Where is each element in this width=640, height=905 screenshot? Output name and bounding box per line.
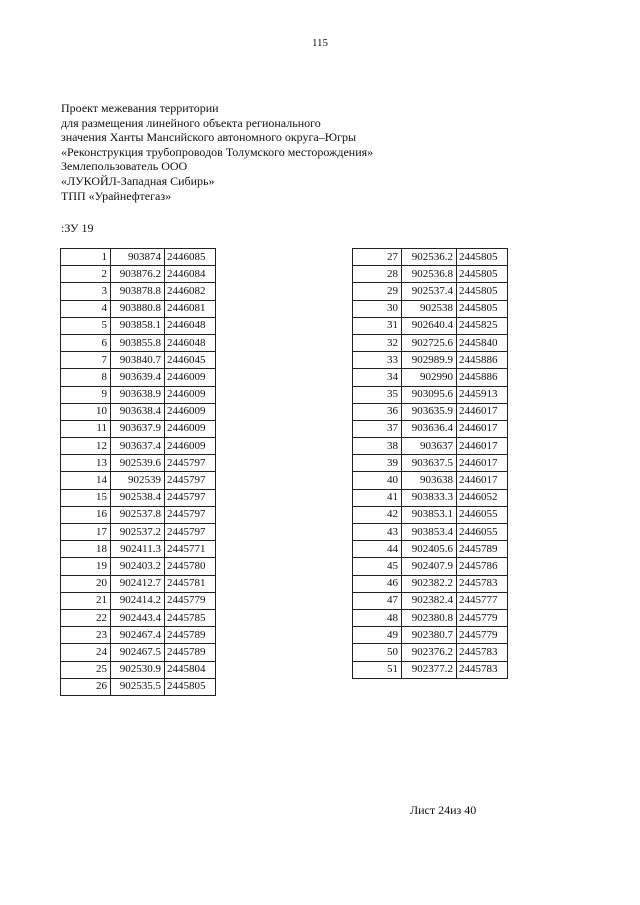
coordinate-y: 2446017 — [457, 438, 508, 455]
coordinate-x: 903635.9 — [402, 403, 457, 420]
coordinate-y: 2446017 — [457, 403, 508, 420]
coordinate-y: 2445797 — [165, 455, 216, 472]
coordinate-row — [61, 266, 216, 283]
coordinate-row — [61, 575, 216, 592]
coordinate-x: 903853.4 — [402, 524, 457, 541]
coordinate-y: 2445797 — [165, 524, 216, 541]
coordinate-row — [353, 506, 508, 523]
coordinate-x: 902443.4 — [111, 609, 165, 626]
point-number: 7 — [61, 352, 111, 369]
coordinate-x: 902536.8 — [402, 266, 457, 283]
point-number: 29 — [353, 283, 402, 300]
coordinate-y: 2445789 — [165, 644, 216, 661]
coordinate-row — [61, 644, 216, 661]
coordinate-y: 2445779 — [457, 627, 508, 644]
point-number: 50 — [353, 644, 402, 661]
coordinate-x: 903638.9 — [111, 386, 165, 403]
parcel-label: :ЗУ 19 — [61, 221, 94, 235]
coordinate-row — [61, 627, 216, 644]
coordinate-row — [353, 489, 508, 506]
coordinate-y: 2446009 — [165, 438, 216, 455]
point-number: 42 — [353, 506, 402, 523]
header-line-region: значения Ханты Мансийского автономного округа–Югры — [61, 130, 357, 145]
coordinate-x: 902535.5 — [111, 678, 165, 695]
point-number: 5 — [61, 317, 111, 334]
point-number: 24 — [61, 644, 111, 661]
point-number: 38 — [353, 438, 402, 455]
coordinate-x: 902382.4 — [402, 592, 457, 609]
point-number: 16 — [61, 506, 111, 523]
coordinate-x: 902538.4 — [111, 489, 165, 506]
point-number: 14 — [61, 472, 111, 489]
point-number: 51 — [353, 661, 402, 678]
coordinate-x: 902539 — [111, 472, 165, 489]
coordinate-x: 902412.7 — [111, 575, 165, 592]
coordinate-x: 902990 — [402, 369, 457, 386]
coordinate-x: 902725.6 — [402, 334, 457, 351]
header-line-land-user-label: Землепользователь ООО — [61, 159, 188, 174]
coordinate-row — [61, 541, 216, 558]
coordinate-y: 2445804 — [165, 661, 216, 678]
coordinate-row — [353, 627, 508, 644]
coordinate-row — [353, 420, 508, 437]
coordinate-x: 902382.2 — [402, 575, 457, 592]
coordinate-y: 2445805 — [457, 266, 508, 283]
coordinate-row — [353, 524, 508, 541]
coordinate-y: 2445805 — [457, 283, 508, 300]
point-number: 1 — [61, 249, 111, 266]
coordinate-y: 2446009 — [165, 386, 216, 403]
point-number: 28 — [353, 266, 402, 283]
point-number: 9 — [61, 386, 111, 403]
point-number: 35 — [353, 386, 402, 403]
coordinate-x: 902537.2 — [111, 524, 165, 541]
coordinate-y: 2445797 — [165, 506, 216, 523]
coordinate-y: 2445783 — [457, 644, 508, 661]
header-line-division: ТПП «Урайнефтегаз» — [61, 188, 172, 203]
coordinate-y: 2445779 — [457, 609, 508, 626]
coordinates-table-right — [352, 248, 508, 679]
coordinate-row — [353, 403, 508, 420]
coordinate-row — [61, 352, 216, 369]
coordinate-y: 2445886 — [457, 369, 508, 386]
coordinate-y: 2446017 — [457, 455, 508, 472]
coordinate-x: 902539.6 — [111, 455, 165, 472]
coordinate-x: 902380.8 — [402, 609, 457, 626]
coordinate-row — [353, 558, 508, 575]
coordinate-row — [353, 283, 508, 300]
coordinate-y: 2445780 — [165, 558, 216, 575]
coordinate-row — [61, 472, 216, 489]
coordinate-x: 902530.9 — [111, 661, 165, 678]
coordinate-x: 903855.8 — [111, 334, 165, 351]
coordinate-x: 903637.9 — [111, 420, 165, 437]
coordinate-y: 2446082 — [165, 283, 216, 300]
point-number: 2 — [61, 266, 111, 283]
point-number: 34 — [353, 369, 402, 386]
coordinate-row — [61, 661, 216, 678]
coordinate-y: 2446084 — [165, 266, 216, 283]
coordinate-row — [61, 317, 216, 334]
coordinates-table-left — [60, 248, 216, 696]
coordinate-x: 903638 — [402, 472, 457, 489]
point-number: 46 — [353, 575, 402, 592]
coordinate-row — [61, 369, 216, 386]
coordinate-y: 2446055 — [457, 524, 508, 541]
coordinate-row — [61, 506, 216, 523]
point-number: 37 — [353, 420, 402, 437]
coordinate-y: 2446048 — [165, 317, 216, 334]
point-number: 27 — [353, 249, 402, 266]
coordinate-x: 903878.8 — [111, 283, 165, 300]
coordinate-x: 902538 — [402, 300, 457, 317]
point-number: 41 — [353, 489, 402, 506]
coordinate-y: 2445783 — [457, 661, 508, 678]
coordinate-row — [61, 438, 216, 455]
coordinate-y: 2445781 — [165, 575, 216, 592]
coordinate-row — [353, 334, 508, 351]
coordinate-x: 902640.4 — [402, 317, 457, 334]
coordinate-y: 2445777 — [457, 592, 508, 609]
coordinate-row — [353, 300, 508, 317]
coordinate-row — [61, 420, 216, 437]
point-number: 45 — [353, 558, 402, 575]
coordinate-x: 902403.2 — [111, 558, 165, 575]
coordinate-y: 2446081 — [165, 300, 216, 317]
coordinate-row — [61, 300, 216, 317]
coordinate-x: 902467.4 — [111, 627, 165, 644]
coordinate-y: 2446052 — [457, 489, 508, 506]
coordinate-x: 903858.1 — [111, 317, 165, 334]
coordinate-y: 2445913 — [457, 386, 508, 403]
header-line-object-name: «Реконструкция трубопроводов Толумского месторождения» — [61, 144, 374, 159]
document-header — [61, 101, 481, 203]
coordinate-y: 2445805 — [165, 678, 216, 695]
point-number: 4 — [61, 300, 111, 317]
coordinate-y: 2445789 — [457, 541, 508, 558]
point-number: 26 — [61, 678, 111, 695]
point-number: 23 — [61, 627, 111, 644]
coordinate-row — [353, 352, 508, 369]
coordinate-y: 2446017 — [457, 420, 508, 437]
coordinate-row — [353, 386, 508, 403]
point-number: 48 — [353, 609, 402, 626]
coordinate-x: 902405.6 — [402, 541, 457, 558]
header-line-company: «ЛУКОЙЛ-Западная Сибирь» — [61, 173, 215, 188]
coordinate-y: 2446085 — [165, 249, 216, 266]
coordinate-y: 2446009 — [165, 420, 216, 437]
coordinate-x: 903880.8 — [111, 300, 165, 317]
coordinate-y: 2445805 — [457, 249, 508, 266]
coordinate-x: 903637 — [402, 438, 457, 455]
point-number: 33 — [353, 352, 402, 369]
coordinate-row — [353, 472, 508, 489]
point-number: 36 — [353, 403, 402, 420]
coordinate-y: 2445825 — [457, 317, 508, 334]
coordinate-x: 903638.4 — [111, 403, 165, 420]
coordinate-y: 2445886 — [457, 352, 508, 369]
point-number: 17 — [61, 524, 111, 541]
coordinate-row — [61, 455, 216, 472]
point-number: 20 — [61, 575, 111, 592]
point-number: 32 — [353, 334, 402, 351]
point-number: 47 — [353, 592, 402, 609]
coordinate-row — [61, 249, 216, 266]
header-line-project: Проект межевания территории — [61, 101, 219, 115]
coordinate-row — [353, 438, 508, 455]
coordinate-x: 902537.8 — [111, 506, 165, 523]
coordinate-x: 903639.4 — [111, 369, 165, 386]
coordinate-y: 2445840 — [457, 334, 508, 351]
point-number: 40 — [353, 472, 402, 489]
coordinate-x: 903095.6 — [402, 386, 457, 403]
coordinate-row — [61, 283, 216, 300]
coordinate-y: 2445797 — [165, 472, 216, 489]
coordinate-x: 902414.2 — [111, 592, 165, 609]
coordinate-row — [61, 558, 216, 575]
page-number: 115 — [311, 37, 329, 49]
point-number: 12 — [61, 438, 111, 455]
point-number: 39 — [353, 455, 402, 472]
coordinate-x: 902377.2 — [402, 661, 457, 678]
coordinate-row — [353, 575, 508, 592]
coordinate-row — [353, 661, 508, 678]
point-number: 25 — [61, 661, 111, 678]
point-number: 49 — [353, 627, 402, 644]
coordinate-row — [61, 524, 216, 541]
coordinate-x: 903833.3 — [402, 489, 457, 506]
coordinate-x: 903636.4 — [402, 420, 457, 437]
coordinate-x: 903876.2 — [111, 266, 165, 283]
point-number: 18 — [61, 541, 111, 558]
coordinate-row — [353, 317, 508, 334]
coordinate-y: 2445771 — [165, 541, 216, 558]
coordinate-row — [61, 592, 216, 609]
coordinate-x: 902411.3 — [111, 541, 165, 558]
coordinate-x: 902467.5 — [111, 644, 165, 661]
sheet-info: Лист 24из 40 — [410, 803, 477, 817]
coordinate-x: 902376.2 — [402, 644, 457, 661]
coordinate-row — [353, 644, 508, 661]
coordinate-x: 902407.9 — [402, 558, 457, 575]
point-number: 19 — [61, 558, 111, 575]
coordinate-x: 902537.4 — [402, 283, 457, 300]
coordinate-y: 2445779 — [165, 592, 216, 609]
point-number: 30 — [353, 300, 402, 317]
coordinate-x: 902536.2 — [402, 249, 457, 266]
point-number: 8 — [61, 369, 111, 386]
coordinate-y: 2446048 — [165, 334, 216, 351]
coordinate-row — [353, 541, 508, 558]
coordinate-y: 2446045 — [165, 352, 216, 369]
coordinate-row — [353, 609, 508, 626]
coordinate-row — [353, 369, 508, 386]
coordinate-y: 2446055 — [457, 506, 508, 523]
coordinate-x: 902989.9 — [402, 352, 457, 369]
point-number: 13 — [61, 455, 111, 472]
coordinate-row — [353, 249, 508, 266]
point-number: 3 — [61, 283, 111, 300]
coordinate-y: 2446009 — [165, 403, 216, 420]
coordinate-row — [353, 592, 508, 609]
header-line-purpose: для размещения линейного объекта регионального — [61, 115, 321, 130]
coordinate-x: 902380.7 — [402, 627, 457, 644]
coordinate-x: 903637.4 — [111, 438, 165, 455]
coordinate-x: 903874 — [111, 249, 165, 266]
point-number: 21 — [61, 592, 111, 609]
coordinate-y: 2445785 — [165, 609, 216, 626]
coordinate-row — [61, 334, 216, 351]
point-number: 43 — [353, 524, 402, 541]
point-number: 10 — [61, 403, 111, 420]
coordinate-y: 2445783 — [457, 575, 508, 592]
point-number: 31 — [353, 317, 402, 334]
point-number: 44 — [353, 541, 402, 558]
coordinate-y: 2446017 — [457, 472, 508, 489]
point-number: 6 — [61, 334, 111, 351]
coordinate-y: 2445797 — [165, 489, 216, 506]
coordinate-y: 2445789 — [165, 627, 216, 644]
coordinate-row — [61, 489, 216, 506]
coordinate-y: 2445805 — [457, 300, 508, 317]
coordinate-row — [61, 386, 216, 403]
coordinate-x: 903853.1 — [402, 506, 457, 523]
coordinate-row — [61, 609, 216, 626]
coordinate-x: 903840.7 — [111, 352, 165, 369]
coordinate-row — [61, 403, 216, 420]
point-number: 11 — [61, 420, 111, 437]
coordinate-y: 2446009 — [165, 369, 216, 386]
coordinate-y: 2445786 — [457, 558, 508, 575]
coordinate-row — [61, 678, 216, 695]
coordinate-row — [353, 455, 508, 472]
point-number: 15 — [61, 489, 111, 506]
coordinate-row — [353, 266, 508, 283]
point-number: 22 — [61, 609, 111, 626]
coordinate-x: 903637.5 — [402, 455, 457, 472]
